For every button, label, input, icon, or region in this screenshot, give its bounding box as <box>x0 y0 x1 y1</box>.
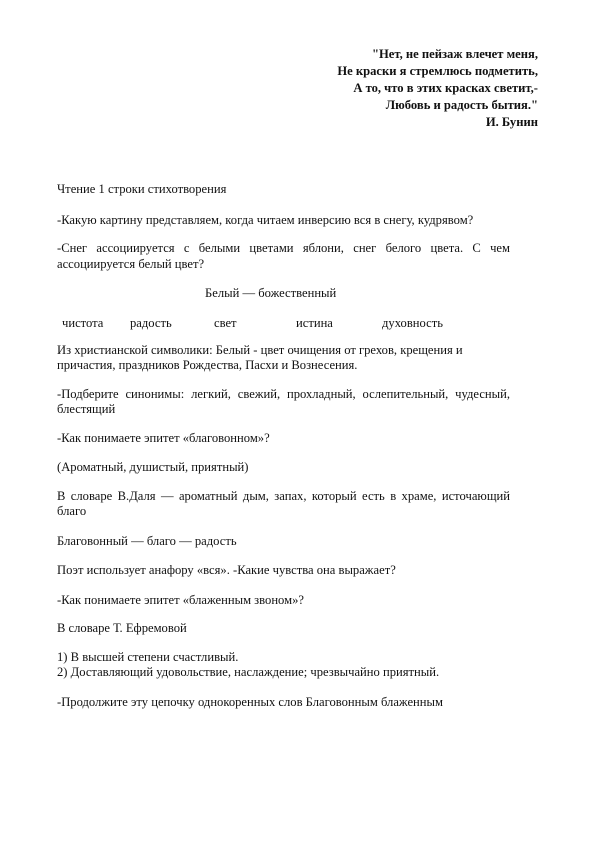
epigraph-line: А то, что в этих красках светит,- <box>353 81 538 95</box>
epigraph-author: И. Бунин <box>485 115 538 129</box>
epigraph <box>238 46 538 131</box>
paragraph-question-blissful: -Как понимаете эпитет «блаженным звоном»? <box>57 592 304 607</box>
paragraph-reading: Чтение 1 строки стихотворения <box>57 182 227 196</box>
definition-item: 1) В высшей степени счастливый. <box>57 649 239 664</box>
paragraph-anaphora: Поэт использует анафору «вся». -Какие чувства она выражает? <box>57 563 396 577</box>
paragraph-fragrant-answer: (Ароматный, душистый, приятный) <box>57 460 249 474</box>
synonym-word: духовность <box>382 315 443 330</box>
synonym-word: радость <box>130 315 172 330</box>
paragraph-chain: Благовонный — благо — радость <box>57 533 237 548</box>
paragraph-association: -Снег ассоциируется с белыми цветами яблони, снег белого цвета. С чем ассоциируется белый цвет? <box>57 241 510 271</box>
paragraph-white-divine: Белый — божественный <box>205 286 337 300</box>
epigraph-line: Любовь и радость бытия." <box>385 98 538 112</box>
epigraph-line: Не краски я стремлюсь подметить, <box>337 64 538 78</box>
paragraph-symbolism: Из христианской символики: Белый - цвет очищения от грехов, крещения и причастия, праздников Рождества, Пасхи и Вознесения. <box>57 342 463 372</box>
synonym-word: истина <box>296 315 333 330</box>
definition-item: 2) Доставляющий удовольствие, наслаждение; чрезвычайно приятный. <box>57 665 440 679</box>
paragraph-continue-chain: -Продолжите эту цепочку однокоренных слов Благовонным блаженным <box>57 694 443 709</box>
paragraph-question-picture: -Какую картину представляем, когда читаем инверсию вся в снегу, кудрявом? <box>57 212 474 227</box>
paragraph-dal-dictionary: В словаре В.Даля — ароматный дым, запах, который есть в храме, источающий благо <box>57 488 510 518</box>
epigraph-line: "Нет, не пейзаж влечет меня, <box>371 47 538 61</box>
synonym-row <box>57 316 510 332</box>
paragraph-synonyms: -Подберите синонимы: легкий, свежий, прохладный, ослепительный, чудесный, блестящий <box>57 386 510 416</box>
document-body <box>57 182 510 710</box>
synonym-word: чистота <box>62 315 104 330</box>
synonym-word: свет <box>214 315 237 330</box>
paragraph-question-fragrant: -Как понимаете эпитет «благовонном»? <box>57 430 270 445</box>
paragraph-efremova-dictionary: В словаре Т. Ефремовой <box>57 621 187 635</box>
